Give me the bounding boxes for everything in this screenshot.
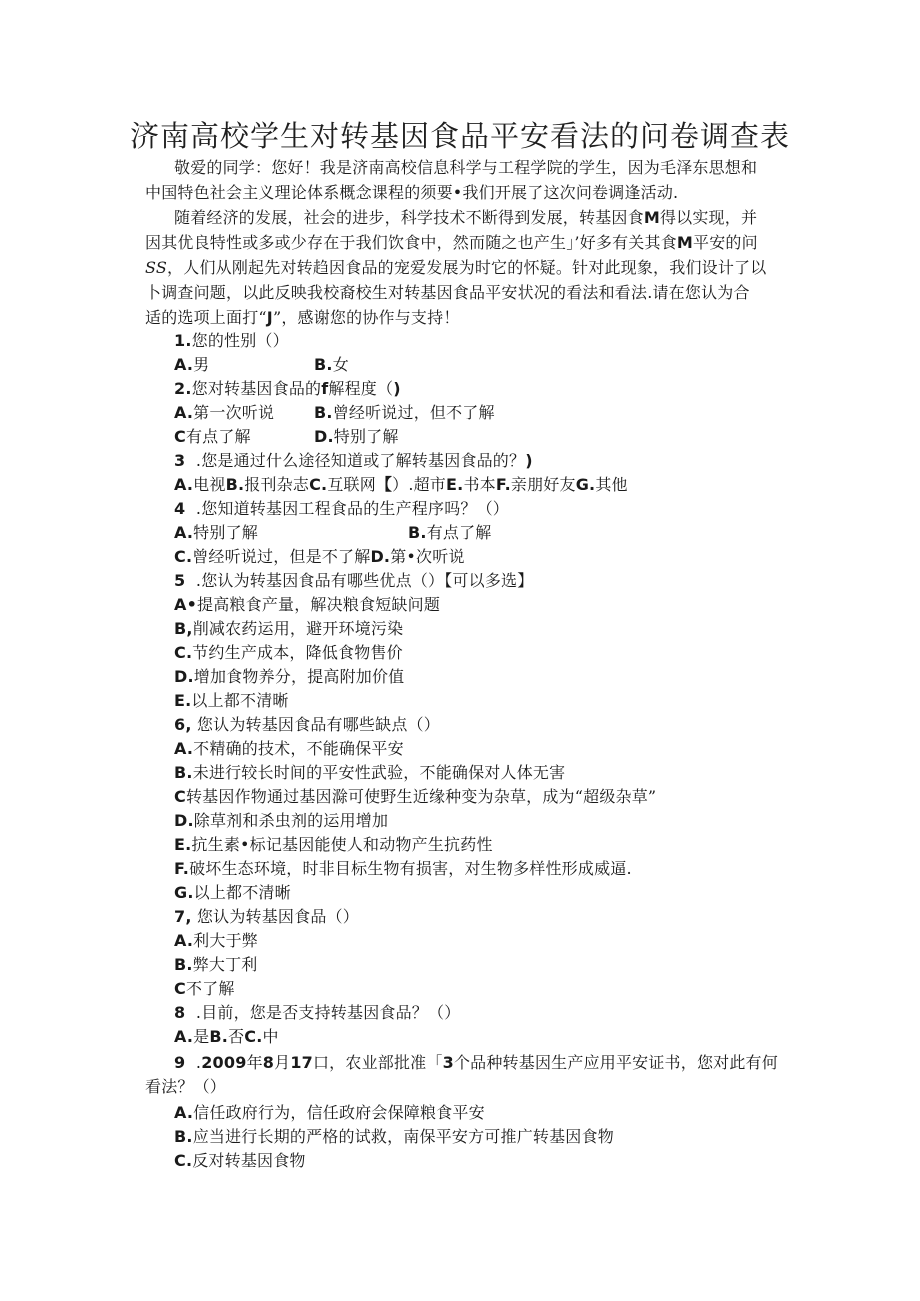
q2-option-a[interactable] bbox=[174, 401, 274, 425]
q2-option-c[interactable] bbox=[174, 425, 251, 449]
intro-text: 得以实现，并 bbox=[659, 208, 758, 227]
q6-option-c[interactable] bbox=[174, 785, 656, 809]
q9-month: 8 bbox=[262, 1053, 275, 1072]
option-text: 转基因作物通过基因滁可使野生近缘种变为杂草，成为“超级杂草” bbox=[185, 787, 657, 806]
q9-option-c[interactable] bbox=[174, 1149, 306, 1173]
q9-option-b[interactable] bbox=[174, 1125, 614, 1149]
q3-num: 3 bbox=[174, 451, 186, 470]
option-text: 第•次听说 bbox=[390, 547, 465, 566]
option-key: D. bbox=[174, 667, 194, 686]
intro-text: 适的选项上面打“ bbox=[145, 308, 267, 327]
q4-option-b[interactable] bbox=[408, 521, 492, 545]
q5-text: .您认为转基因食品有哪些优点（） bbox=[195, 571, 445, 590]
q7-option-a[interactable] bbox=[174, 929, 258, 953]
option-key: F. bbox=[495, 475, 511, 494]
intro-text: ，人们从刚起先对转趋因食品的宠爱发展为时它的怀疑。针对此现象，我们设计了以 bbox=[167, 258, 767, 277]
q1-option-b[interactable] bbox=[314, 353, 349, 377]
option-text: 报刊杂志 bbox=[244, 475, 310, 494]
option-key: D. bbox=[370, 547, 391, 566]
option-text: 其他 bbox=[595, 475, 628, 494]
q2-close: ) bbox=[393, 379, 401, 398]
intro-text: 平安的问 bbox=[693, 233, 758, 252]
q7-num: 7, bbox=[174, 907, 192, 926]
option-key: B. bbox=[314, 355, 333, 374]
intro-text: 因其优良特性或多或少存在于我们饮食中，然而随之也产生」’好多有关其食 bbox=[145, 233, 677, 252]
intro-text: 随着经济的发展，社会的进步，科学技术不断得到发展，转基因食 bbox=[174, 208, 644, 227]
q8-options[interactable] bbox=[174, 1025, 279, 1049]
option-key: B. bbox=[408, 523, 427, 542]
option-text: 特别了解 bbox=[333, 427, 399, 446]
option-text: 增加食物养分，提高附加价值 bbox=[193, 667, 405, 686]
option-text: 抗生素•标记基因能使人和动物产生抗药性 bbox=[191, 835, 493, 854]
q2-option-b[interactable] bbox=[314, 401, 495, 425]
option-text: 信任政府行为，信任政府会保障粮食平安 bbox=[193, 1103, 485, 1122]
option-text: 反对转基因食物 bbox=[192, 1151, 306, 1170]
q9-text: 口，农业部批准「 bbox=[312, 1053, 443, 1072]
question-6 bbox=[174, 713, 440, 737]
q3-close: ) bbox=[525, 451, 533, 470]
intro-line-3 bbox=[174, 206, 757, 230]
intro-line-1: 敬爱的同学：您好！我是济南高校信息科学与工程学院的学生，因为毛泽东思想和 bbox=[174, 158, 758, 177]
option-text: 否 bbox=[228, 1027, 245, 1046]
q9-text: 个品种转基因生产应用平安证书，您对此有何 bbox=[453, 1053, 778, 1072]
q4-option-cd[interactable] bbox=[174, 545, 465, 569]
option-key: C bbox=[174, 979, 186, 998]
option-key: G. bbox=[575, 475, 596, 494]
q2-text: 解程度（ bbox=[328, 379, 394, 398]
q9-text: 年 bbox=[246, 1053, 263, 1072]
q9-text-cont: 看法？（） bbox=[145, 1077, 227, 1096]
option-text: 不精确的技术，不能确保平安 bbox=[193, 739, 404, 758]
option-key: E. bbox=[174, 835, 192, 854]
option-key: A. bbox=[174, 475, 194, 494]
q1-option-a[interactable] bbox=[174, 353, 209, 377]
option-text: 利大于弊 bbox=[193, 931, 258, 950]
option-key: 【 bbox=[375, 475, 393, 494]
q1-num: 1. bbox=[174, 331, 192, 350]
intro-line-2: 中国特色社会主义理论体系概念课程的须要•我们开展了这次问卷调逢活动. bbox=[145, 183, 679, 202]
q9-text: . bbox=[195, 1053, 202, 1072]
q5-note: 【可以多选】 bbox=[444, 571, 534, 590]
q1-text: 您的性别（） bbox=[191, 331, 289, 350]
intro-mark: M bbox=[643, 208, 660, 227]
q5-option-b[interactable] bbox=[174, 617, 403, 641]
q5-num: 5 bbox=[174, 571, 186, 590]
option-key: C. bbox=[309, 475, 328, 494]
q5-option-a[interactable] bbox=[174, 593, 440, 617]
intro-line-6: 卜调查问题，以此反映我校裔校生对转基因食品平安状况的看法和看法.请在您认为合 bbox=[145, 283, 750, 302]
option-text: 女 bbox=[332, 355, 349, 374]
question-2 bbox=[174, 377, 401, 401]
option-key: A. bbox=[174, 1103, 194, 1122]
q6-option-e[interactable] bbox=[174, 833, 493, 857]
q6-option-b[interactable] bbox=[174, 761, 565, 785]
intro-italic: SS bbox=[145, 258, 168, 277]
option-text: 有点了解 bbox=[185, 427, 251, 446]
option-text: 书本 bbox=[463, 475, 496, 494]
option-text: 中 bbox=[262, 1027, 279, 1046]
intro-check: J bbox=[266, 308, 273, 327]
option-text: 是 bbox=[193, 1027, 210, 1046]
question-1 bbox=[174, 329, 289, 353]
option-text: 有点了解 bbox=[426, 523, 492, 542]
intro-line-7 bbox=[145, 306, 460, 330]
option-key: F. bbox=[174, 859, 190, 878]
q4-num: 4 bbox=[174, 499, 186, 518]
q9-num: 9 bbox=[174, 1053, 186, 1072]
q5-option-e[interactable] bbox=[174, 689, 289, 713]
option-key: B. bbox=[314, 403, 333, 422]
option-key: B. bbox=[225, 475, 245, 494]
question-4 bbox=[174, 497, 509, 521]
option-text: 提高粮食产量，解决粮食短缺问题 bbox=[197, 595, 441, 614]
q9-count: 3 bbox=[442, 1053, 454, 1072]
intro-line-5 bbox=[145, 256, 766, 280]
q7-option-b[interactable] bbox=[174, 953, 258, 977]
option-text: 互联网 bbox=[327, 475, 376, 494]
option-text: 亲朋好友 bbox=[510, 475, 576, 494]
option-key: D. bbox=[314, 427, 334, 446]
option-text: 应当进行长期的严格的试救，南保平安方可推广转基因食物 bbox=[192, 1127, 614, 1146]
option-text: 第一次听说 bbox=[193, 403, 275, 422]
option-key: A. bbox=[174, 1027, 194, 1046]
option-key: C. bbox=[174, 1151, 193, 1170]
q9-text: 月 bbox=[274, 1053, 291, 1072]
q6-option-g[interactable] bbox=[174, 881, 291, 905]
intro-line-4 bbox=[145, 231, 758, 255]
option-key: B. bbox=[174, 1127, 193, 1146]
option-key: A. bbox=[174, 931, 194, 950]
question-8 bbox=[174, 1001, 460, 1025]
intro-text: ”，感谢您的协作与支持！ bbox=[272, 308, 460, 327]
question-9 bbox=[174, 1051, 778, 1075]
option-text: 未进行较长时间的平安性武验，不能确保对人体无害 bbox=[192, 763, 566, 782]
q9-option-a[interactable] bbox=[174, 1101, 485, 1125]
option-key: A. bbox=[174, 739, 194, 758]
option-text: 男 bbox=[193, 355, 210, 374]
q3-options[interactable] bbox=[174, 473, 628, 497]
option-text: 以上都不清晰 bbox=[191, 691, 289, 710]
q6-text: 您认为转基因食品有哪些缺点（） bbox=[196, 715, 440, 734]
option-key: E. bbox=[174, 691, 192, 710]
q8-num: 8 bbox=[174, 1003, 186, 1022]
option-text: 破坏生态环境，时非目标生物有损害，对生物多样性形成威逼. bbox=[189, 859, 632, 878]
q3-text: .您是通过什么途径知道或了解转基因食品的？ bbox=[195, 451, 526, 470]
q2-num: 2. bbox=[174, 379, 192, 398]
option-text: 弊大丁利 bbox=[192, 955, 258, 974]
option-key: G. bbox=[174, 883, 194, 902]
q6-num: 6, bbox=[174, 715, 192, 734]
option-text: 以上都不清晰 bbox=[193, 883, 291, 902]
option-key: A. bbox=[174, 523, 194, 542]
option-text: 节约生产成本，降低食物售价 bbox=[192, 643, 403, 662]
option-key: C. bbox=[244, 1027, 263, 1046]
option-key: A. bbox=[174, 403, 194, 422]
q8-text: .目前，您是否支持转基因食品？（） bbox=[195, 1003, 461, 1022]
option-text: 除草剂和杀虫剂的运用增加 bbox=[193, 811, 389, 830]
q2-mark: f bbox=[321, 379, 329, 398]
option-key: B. bbox=[209, 1027, 229, 1046]
option-text: 不了解 bbox=[185, 979, 235, 998]
option-key: D. bbox=[174, 811, 194, 830]
question-7 bbox=[174, 905, 359, 929]
option-text: 电视 bbox=[193, 475, 226, 494]
q7-text: 您认为转基因食品（） bbox=[196, 907, 359, 926]
option-text: 曾经听说过，但是不了解 bbox=[192, 547, 371, 566]
option-text: ）.超市 bbox=[392, 475, 447, 494]
option-key: A. bbox=[174, 355, 194, 374]
option-key: C bbox=[174, 427, 186, 446]
q6-option-a[interactable] bbox=[174, 737, 404, 761]
option-key: B. bbox=[174, 763, 193, 782]
question-3 bbox=[174, 449, 533, 473]
option-key: C. bbox=[174, 643, 193, 662]
q4-text: .您知道转基因工程食品的生产程序吗？（） bbox=[195, 499, 510, 518]
option-text: 特别了解 bbox=[193, 523, 258, 542]
q4-option-a[interactable] bbox=[174, 521, 258, 545]
option-text: 削减农药运用，避开环境污染 bbox=[192, 619, 404, 638]
q9-year: 2009 bbox=[201, 1053, 247, 1072]
q7-option-c[interactable] bbox=[174, 977, 235, 1001]
option-key: B. bbox=[174, 955, 193, 974]
option-key: B, bbox=[174, 619, 193, 638]
q6-option-d[interactable] bbox=[174, 809, 388, 833]
q9-day: 17 bbox=[290, 1053, 313, 1072]
page-title: 济南高校学生对转基因食品平安看法的问卷调查表 bbox=[129, 119, 790, 153]
q6-option-f[interactable] bbox=[174, 857, 632, 881]
option-key: C. bbox=[174, 547, 193, 566]
option-text: 曾经听说过，但不了解 bbox=[332, 403, 495, 422]
question-5 bbox=[174, 569, 533, 593]
option-key: A• bbox=[174, 595, 198, 614]
q5-option-d[interactable] bbox=[174, 665, 404, 689]
intro-mark: M bbox=[676, 233, 694, 252]
q5-option-c[interactable] bbox=[174, 641, 403, 665]
option-key: C bbox=[174, 787, 186, 806]
q2-text: 您对转基因食品的 bbox=[191, 379, 322, 398]
q2-option-d[interactable] bbox=[314, 425, 399, 449]
option-key: E. bbox=[446, 475, 464, 494]
